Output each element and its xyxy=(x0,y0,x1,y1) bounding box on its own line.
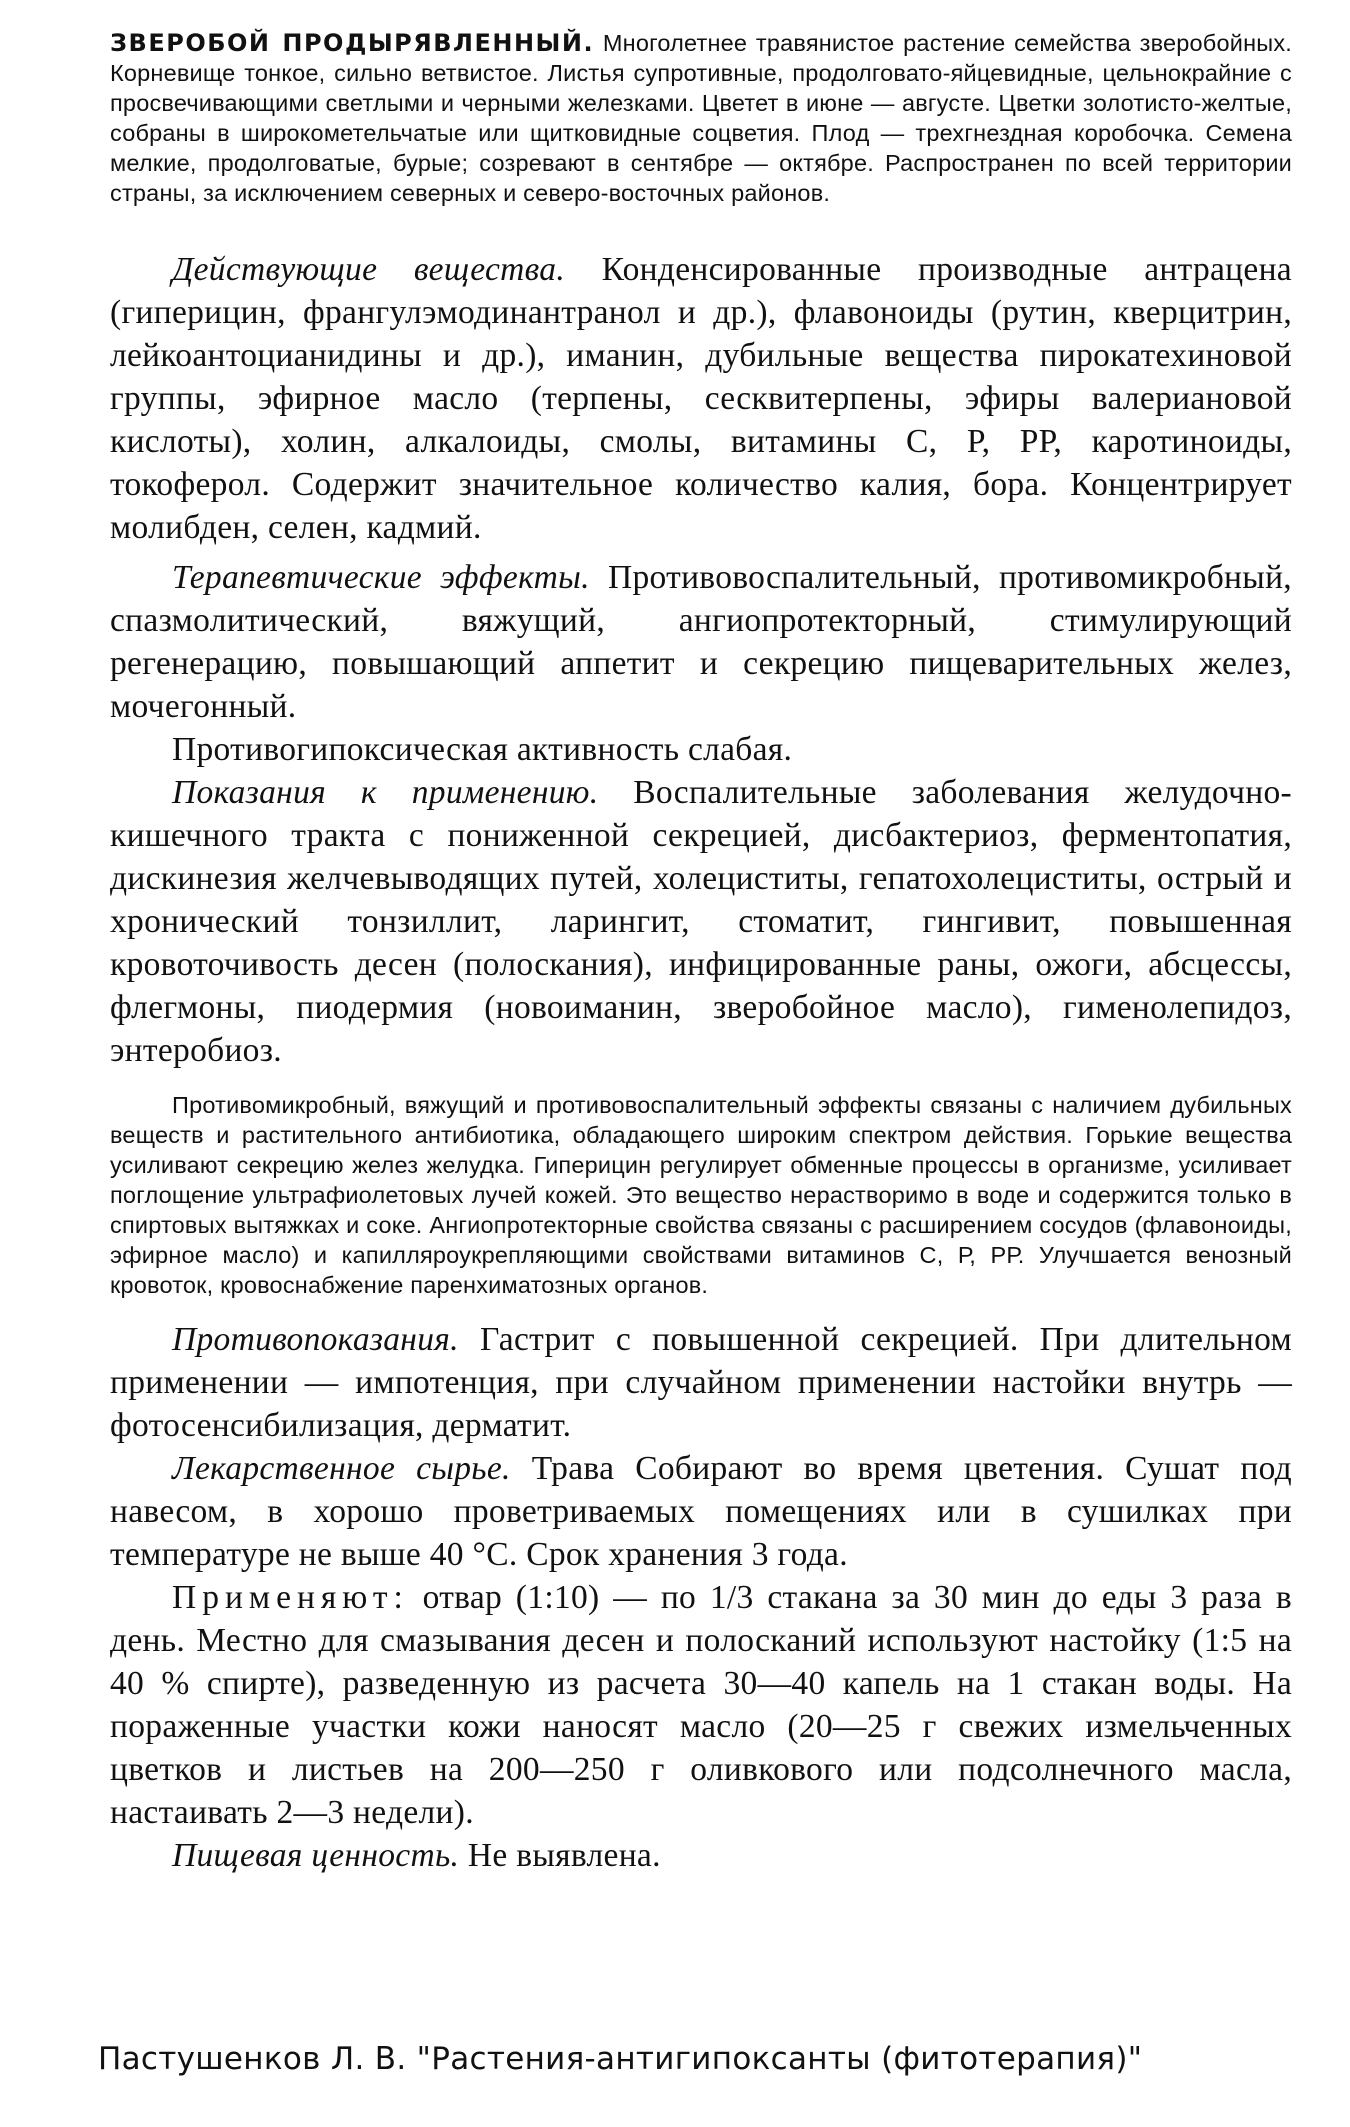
source-citation: Пастушенков Л. В. "Растения-антигипоксанты (фитотерапия)" xyxy=(98,2041,1143,2077)
indications-paragraph xyxy=(110,771,1292,1072)
therapeutic-effects-paragraph xyxy=(110,556,1292,728)
intro-text: Многолетнее травянистое растение семейства зверобойных. Корневище тонкое, сильно ветвистое. Листья супротивные, продолговато-яйцевидные, цельнокрайние с просвечивающими светлыми и черными железками. Цветет в июне — августе. Цветки золотисто-желтые, собраны в широкометельчатые или щитковидные соцветия. Плод — трехгнездная коробочка. Семена мелкие, продолговатые, бурые; созревают в сентябре — октябре. Распространен по всей территории страны, за исключением северных и северо-восточных районов. xyxy=(110,30,1293,206)
raw-material-text: Трава Собирают во время цветения. Сушат под навесом, в хорошо проветриваемых помещениях или в сушилках при температуре не выше 40 °С. Срок хранения 3 года. xyxy=(110,1450,1292,1573)
mechanism-text: Противомикробный, вяжущий и противовоспалительный эффекты связаны с наличием дубильных веществ и растительного антибиотика, обладающего широким спектром действия. Горькие вещества усиливают секрецию желез желудка. Гиперицин регулирует обменные процессы в организме, усиливает поглощение ультрафиолетовых лучей кожей. Это вещество нерастворимо в воде и содержится только в спиртовых вытяжках и соке. Ангиопротекторные свойства связаны с расширением сосудов (флавоноиды, эфирное масло) и капилляроукрепляющими свойствами витаминов С, Р, РР. Улучшается венозный кровоток, кровоснабжение паренхиматозных органов. xyxy=(110,1092,1292,1298)
usage-text: отвар (1:10) — по 1/3 стакана за 30 мин до еды 3 раза в день. Местно для смазывания десен и полосканий используют настойку (1:5 на 40 % спирте), разведенную из расчета 30—40 капель на 1 стакан воды. На пораженные участки кожи наносят масло (20—25 г свежих измельченных цветков и листьев на 200—250 г оливкового или подсолнечного масла, настаивать 2—3 недели). xyxy=(110,1579,1292,1831)
raw-material-paragraph xyxy=(110,1447,1292,1576)
active-substances-label: Действующие вещества. xyxy=(172,251,566,288)
antihypoxic-paragraph xyxy=(110,728,1292,771)
active-substances-paragraph xyxy=(110,248,1292,549)
nutrition-paragraph xyxy=(110,1834,1292,1877)
therapeutic-effects-text: Противовоспалительный, противомикробный, спазмолитический, вяжущий, ангиопротекторный, стимулирующий регенерацию, повышающий аппетит и секрецию пищеварительных желез, мочегонный. xyxy=(110,559,1292,725)
usage-paragraph xyxy=(110,1576,1292,1834)
contraindications-label: Противопоказания. xyxy=(172,1321,459,1358)
antihypoxic-text: Противогипоксическая активность слабая. xyxy=(172,731,793,768)
indications-text: Воспалительные заболевания желудочно-кишечного тракта с пониженной секрецией, дисбактериоз, ферментопатия, дискинезия желчевыводящих путей, холециститы, гепатохолециститы, острый и хронический тонзиллит, ларингит, стоматит, гингивит, повышенная кровоточивость десен (полоскания), инфицированные раны, ожоги, абсцессы, флегмоны, пиодермия (новоиманин, зверобойное масло), гименолепидоз, энтеробиоз. xyxy=(110,774,1292,1069)
contraindications-text: Гастрит с повышенной секрецией. При длительном применении — импотенция, при случайном применении настойки внутрь — фотосенсибилизация, дерматит. xyxy=(110,1321,1292,1444)
nutrition-text: Не выявлена. xyxy=(467,1837,661,1874)
active-substances-text: Конденсированные производные антрацена (гиперицин, франгулэмодинантранол и др.), флавоноиды (рутин, кверцитрин, лейкоантоцианидины и др.), иманин, дубильные вещества пирокатехиновой группы, эфирное масло (терпены, сесквитерпены, эфиры валериановой кислоты), холин, алкалоиды, смолы, витамины С, Р, РР, каротиноиды, токоферол. Содержит значительное количество калия, бора. Концентрирует молибден, селен, кадмий. xyxy=(110,251,1292,546)
therapeutic-effects-label: Терапевтические эффекты. xyxy=(172,559,590,596)
mechanism-paragraph xyxy=(110,1090,1292,1300)
plant-title: ЗВЕРОБОЙ ПРОДЫРЯВЛЕННЫЙ. xyxy=(110,29,595,57)
intro-paragraph xyxy=(110,28,1292,208)
usage-label: Применяют: xyxy=(172,1579,409,1616)
raw-material-label: Лекарственное сырье. xyxy=(172,1450,511,1487)
contraindications-paragraph xyxy=(110,1318,1292,1447)
nutrition-label: Пищевая ценность. xyxy=(172,1837,460,1874)
indications-label: Показания к применению. xyxy=(172,774,599,811)
